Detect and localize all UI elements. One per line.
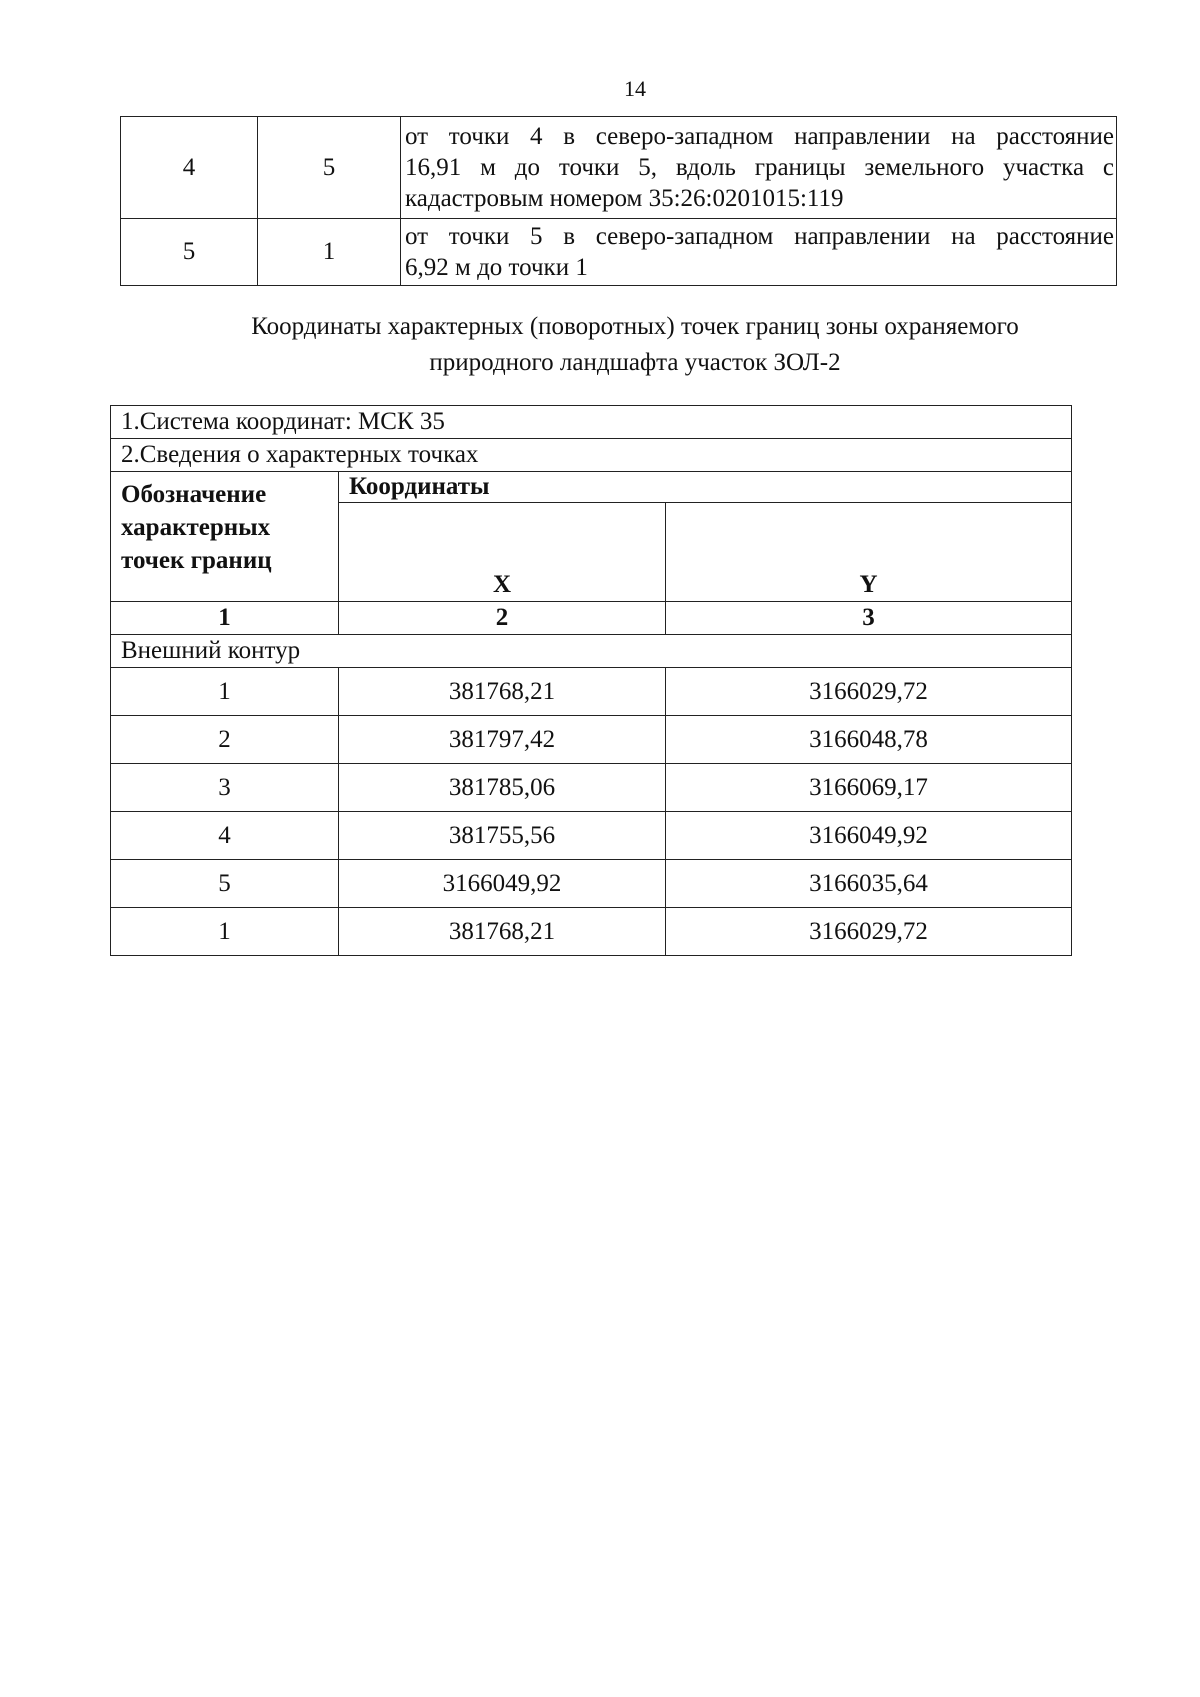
- y-value: 3166069,17: [666, 764, 1072, 812]
- x-value: 381797,42: [339, 716, 666, 764]
- boundary-segments-table: [120, 116, 1117, 286]
- segment-to: 5: [258, 117, 401, 219]
- table-row: [111, 908, 1072, 956]
- point-number: 4: [111, 812, 339, 860]
- y-value: 3166049,92: [666, 812, 1072, 860]
- description-line: от точки 4 в северо-западном направлении на расстояние: [405, 123, 1114, 150]
- column-number: 2: [339, 602, 666, 635]
- x-value: 381755,56: [339, 812, 666, 860]
- description-line: 16,91 м до точки 5, вдоль границы земельного участка с: [405, 154, 1114, 181]
- y-value: 3166035,64: [666, 860, 1072, 908]
- x-value: 381785,06: [339, 764, 666, 812]
- segment-to: 1: [258, 219, 401, 286]
- points-info: 2.Сведения о характерных точках: [111, 439, 1072, 472]
- table-row: [111, 860, 1072, 908]
- y-value: 3166029,72: [666, 908, 1072, 956]
- point-designation-header: Обозначение характерных точек границ: [111, 472, 339, 602]
- point-number: 3: [111, 764, 339, 812]
- page-number: 14: [624, 76, 646, 101]
- y-value: 3166029,72: [666, 668, 1072, 716]
- x-value: 381768,21: [339, 668, 666, 716]
- segment-description: [401, 117, 1117, 219]
- heading-line: Координаты характерных (поворотных) точек границ зоны охраняемого: [251, 313, 1019, 340]
- x-value: 381768,21: [339, 908, 666, 956]
- table-row: [111, 668, 1072, 716]
- point-number: 1: [111, 908, 339, 956]
- segment-from: 4: [121, 117, 258, 219]
- column-number: 3: [666, 602, 1072, 635]
- section-heading: [180, 309, 1090, 381]
- description-line: кадастровым номером 35:26:0201015:119: [405, 185, 844, 212]
- coordinates-header: Координаты: [339, 472, 1072, 503]
- segment-from: 5: [121, 219, 258, 286]
- segment-row: [121, 117, 1117, 219]
- segment-row: [121, 219, 1117, 286]
- column-number: 1: [111, 602, 339, 635]
- point-number: 1: [111, 668, 339, 716]
- description-line: от точки 5 в северо-западном направлении на расстояние: [405, 223, 1114, 250]
- x-header: X: [339, 503, 666, 602]
- description-line: 6,92 м до точки 1: [405, 254, 588, 281]
- table-row: [111, 716, 1072, 764]
- coordinate-system: 1.Система координат: МСК 35: [111, 406, 1072, 439]
- point-number: 5: [111, 860, 339, 908]
- y-value: 3166048,78: [666, 716, 1072, 764]
- point-number: 2: [111, 716, 339, 764]
- heading-line: природного ландшафта участок ЗОЛ-2: [429, 349, 841, 376]
- table-row: [111, 812, 1072, 860]
- contour-label: Внешний контур: [111, 635, 1072, 668]
- x-value: 3166049,92: [339, 860, 666, 908]
- segment-description: [401, 219, 1117, 286]
- coordinates-table: [110, 405, 1072, 956]
- table-row: [111, 764, 1072, 812]
- y-header: Y: [666, 503, 1072, 602]
